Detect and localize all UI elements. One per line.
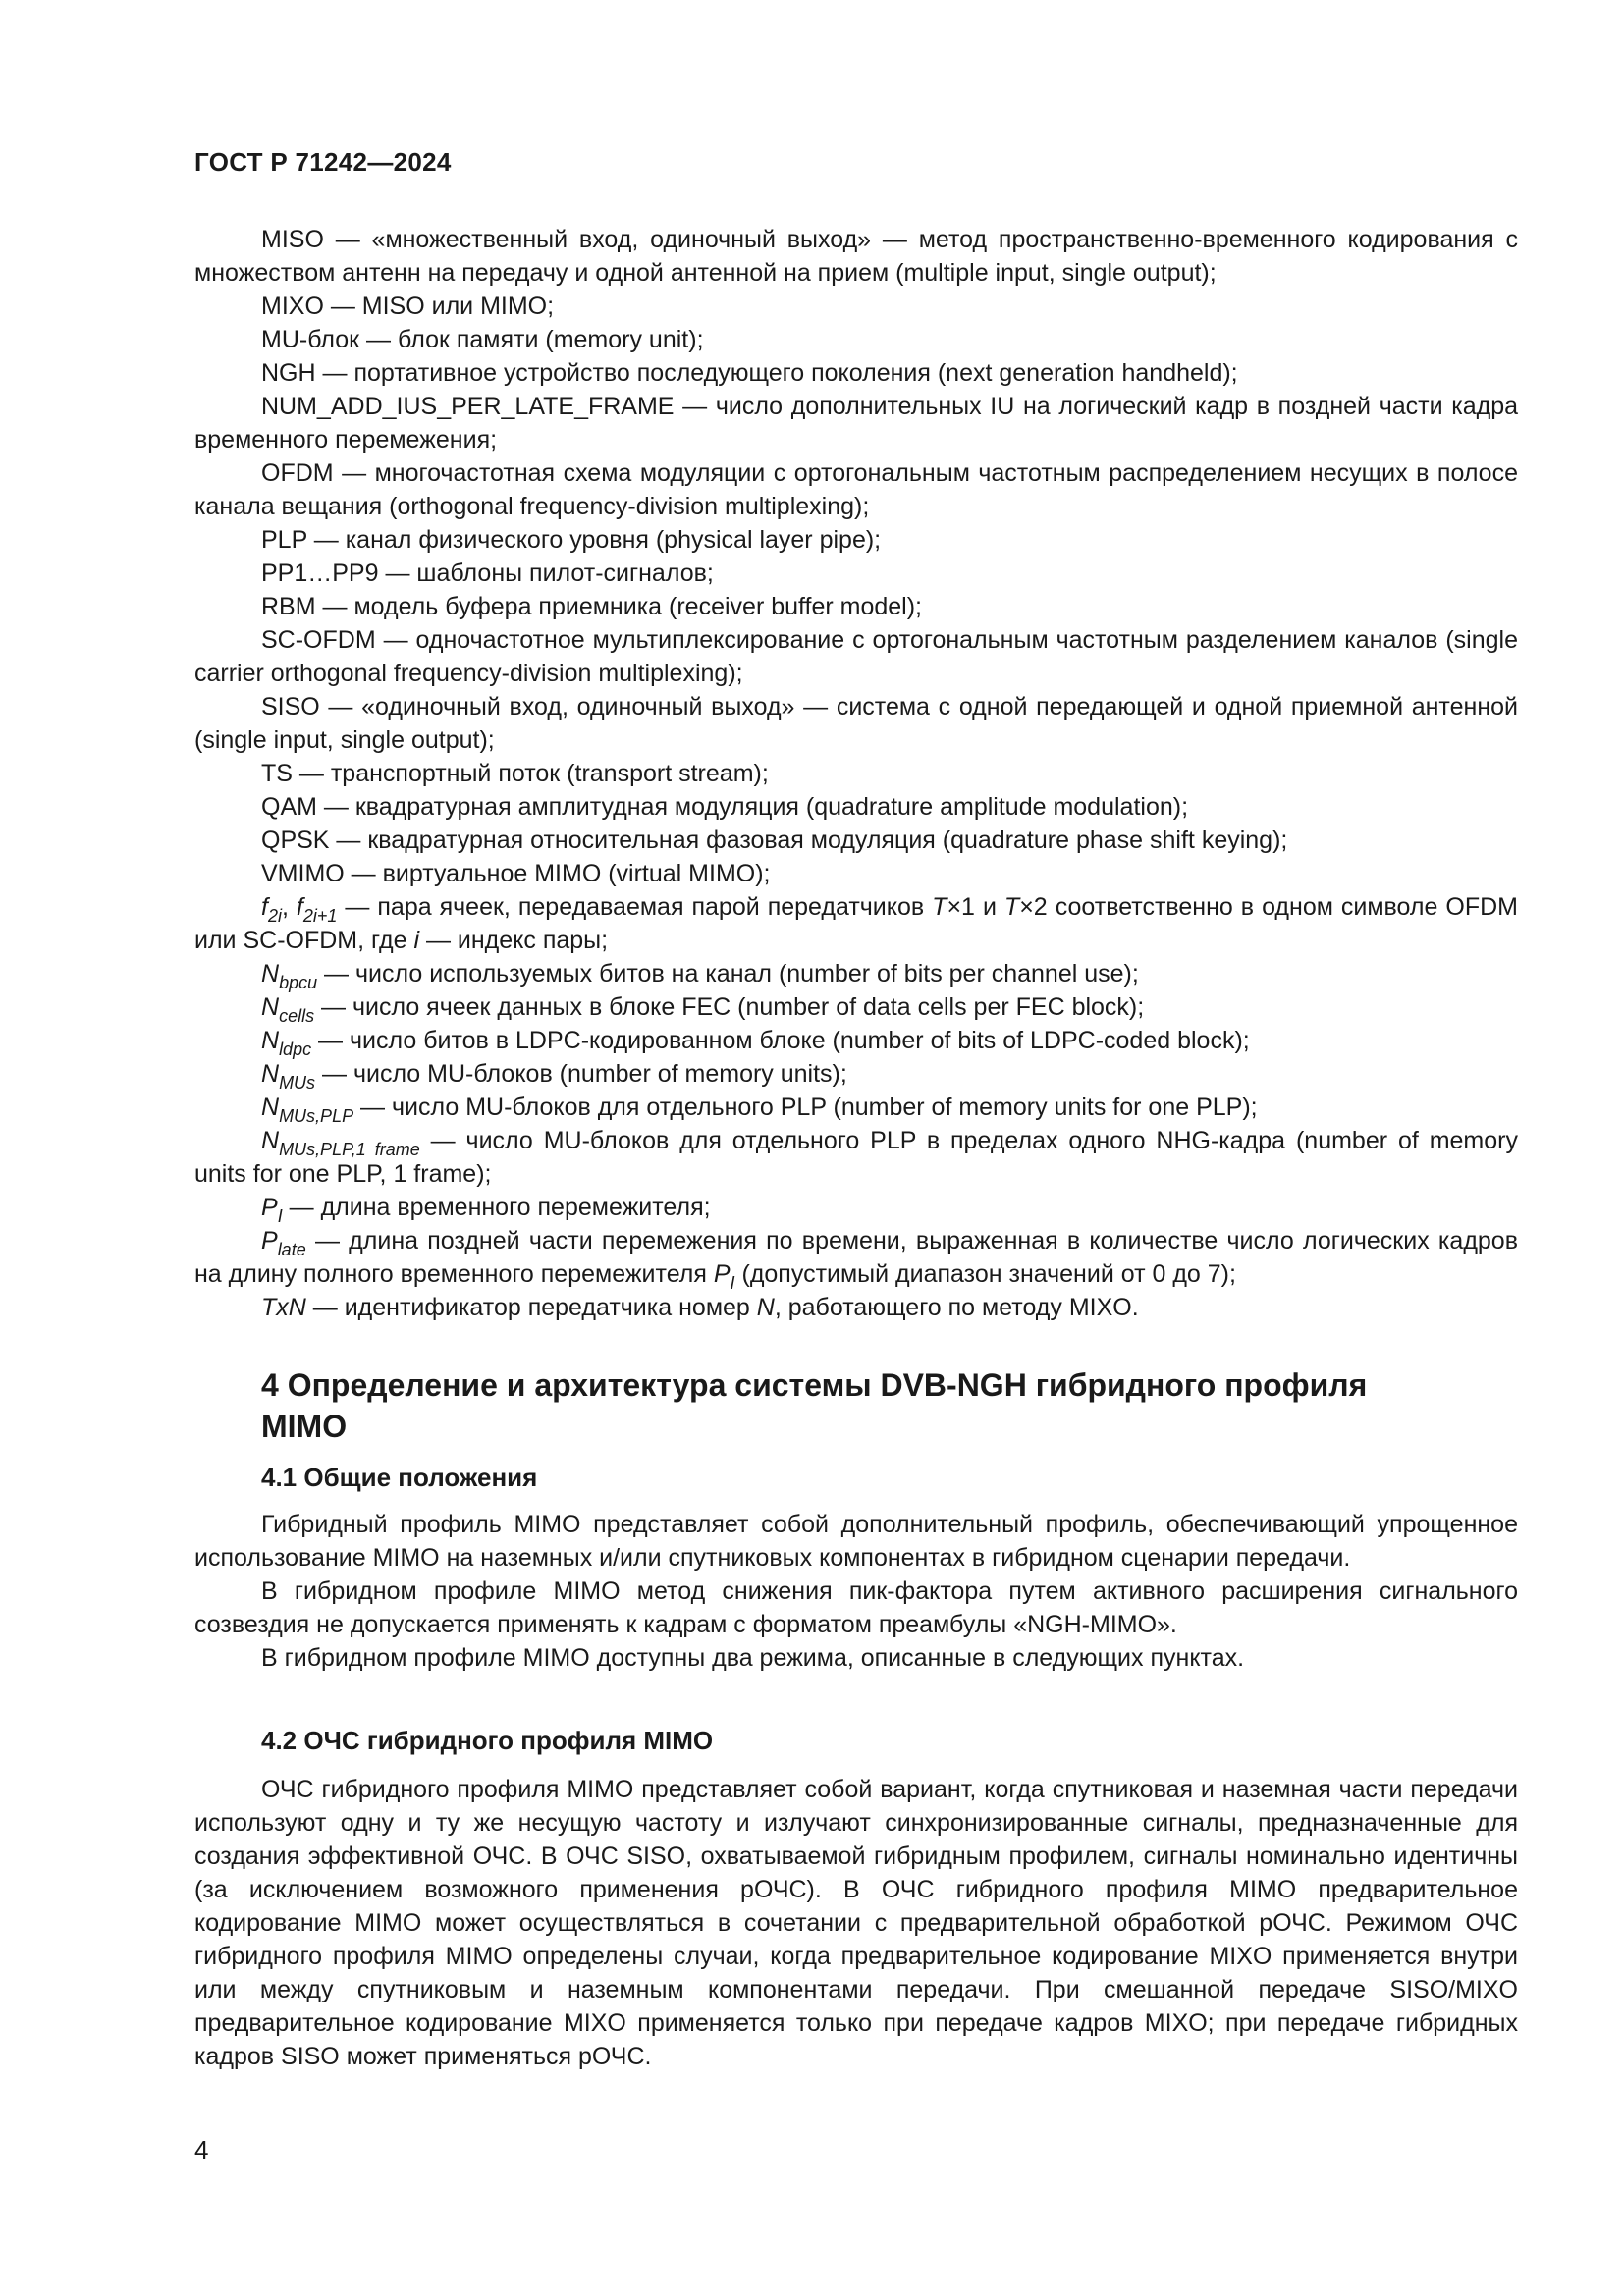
symbol-item-nmusplp1: $N_{MUs,PLP,1 frame}$ — число MU-блоков для отдельного PLP в пределах одного NHG-кадра (number of memory units for one PLP, 1 frame); — [194, 1127, 1518, 1188]
symbol-item-nbpcu: $N_{bpcu}$ — число используемых битов на канал (number of bits per channel use); — [261, 960, 1139, 992]
abbr-item: QAM — квадратурная амплитудная модуляция (quadrature amplitude modulation); — [261, 793, 1189, 821]
abbr-item: SC-OFDM — одночастотное мультиплексирование с ортогональным частотным разделением каналов (single carrier orthogonal frequency-division multiplexing); — [194, 626, 1518, 687]
subsection-4-2-body — [194, 1773, 1518, 2073]
abbr-item: PP1…PP9 — шаблоны пилот-сигналов; — [261, 560, 714, 587]
abbr-item: PLP — канал физического уровня (physical layer pipe); — [261, 526, 882, 554]
symbol-item-nmus: $N_{MUs}$ — число MU-блоков (number of memory units); — [261, 1060, 847, 1093]
abbr-item: SISO — «одиночный вход, одиночный выход» — система с одной передающей и одной приемной антенной (single input, single output); — [194, 693, 1518, 754]
abbr-item: RBM — модель буфера приемника (receiver buffer model); — [261, 593, 922, 620]
paragraph: В гибридном профиле MIMO доступны два режима, описанные в следующих пунктах. — [261, 1644, 1245, 1672]
section-4-title: 4 Определение и архитектура системы DVB-NGH гибридного профиля MIMO — [261, 1367, 1368, 1444]
subsection-4-1-body — [194, 1508, 1518, 1675]
symbol-item-pi: $P_I$ — длина временного перемежителя; — [261, 1194, 711, 1226]
abbr-item: NUM_ADD_IUS_PER_LATE_FRAME — число дополнительных IU на логический кадр в поздней части кадра временного перемежения; — [194, 393, 1518, 454]
symbol-item-f-pair: $f_{2i}$, $f_{2i+1}$ — пара ячеек, передаваемая парой передатчиков T×1 и T×2 соответственно в одном символе OFDM или SC-OFDM, где i — индекс пары; — [194, 893, 1518, 954]
abbr-item: TS — транспортный поток (transport stream); — [261, 760, 769, 787]
document-header: ГОСТ Р 71242—2024 — [194, 147, 452, 177]
paragraph: ОЧС гибридного профиля MIMO представляет собой вариант, когда спутниковая и наземная части передачи используют одну и ту же несущую частоту и излучают синхронизированные сигналы, предназначенные для создания эффективной ОЧС. В ОЧС SISO, охватываемой гибридным профилем, сигналы номинально идентичны (за исключением возможного применения рОЧС). В ОЧС гибридного профиля MIMO предварительное кодирование MIMO может осуществляться в сочетании с предварительной обработкой рОЧС. Режимом ОЧС гибридного профиля MIMO определены случаи, когда предварительное кодирование MIXO применяется внутри или между спутниковым и наземным компонентами передачи. При смешанной передаче SISO/MIXO предварительное кодирование MIXO применяется только при передаче кадров MIXO; при передаче гибридных кадров SISO может применяться рОЧС. — [194, 1776, 1518, 2070]
abbr-item: NGH — портативное устройство последующего поколения (next generation handheld); — [261, 359, 1238, 387]
symbol-item-ncells: $N_{cells}$ — число ячеек данных в блоке FEC (number of data cells per FEC block); — [261, 993, 1145, 1026]
symbol-item-plate: $P_{late}$ — длина поздней части перемежения по времени, выраженная в количестве число логических кадров на длину полного временного перемежителя $P_I$ (допустимый диапазон значений от 0 до 7); — [194, 1227, 1518, 1293]
paragraph: В гибридном профиле MIMO метод снижения пик-фактора путем активного расширения сигнального созвездия не допускается применять к кадрам с форматом преамбулы «NGH-MIMO». — [194, 1577, 1518, 1638]
abbr-item: MU-блок — блок памяти (memory unit); — [261, 326, 704, 353]
abbr-item: MIXO — MISO или MIMO; — [261, 293, 555, 320]
abbr-item: VMIMO — виртуальное MIMO (virtual MIMO); — [261, 860, 771, 887]
symbol-item-nmusplp: $N_{MUs,PLP}$ — число MU-блоков для отдельного PLP (number of memory units for one PLP); — [261, 1094, 1258, 1126]
subsection-4-2-title: 4.2 ОЧС гибридного профиля MIMO — [261, 1726, 714, 1755]
symbol-item-nldpc: $N_{ldpc}$ — число битов в LDPC-кодированном блоке (number of bits of LDPC-coded block); — [261, 1027, 1250, 1059]
abbr-item: MISO — «множественный вход, одиночный выход» — метод пространственно-временного кодирования с множеством антенн на передачу и одной антенной на прием (multiple input, single output); — [194, 226, 1518, 287]
symbol-item-txn: TxN — идентификатор передатчика номер N, работающего по методу MIXO. — [261, 1294, 1139, 1321]
abbr-item: QPSK — квадратурная относительная фазовая модуляция (quadrature phase shift keying); — [261, 827, 1288, 854]
page-number: 4 — [194, 2135, 209, 2164]
paragraph: Гибридный профиль MIMO представляет собой дополнительный профиль, обеспечивающий упрощенное использование MIMO на наземных и/или спутниковых компонентах в гибридном сценарии передачи. — [194, 1511, 1518, 1572]
abbreviations-list — [194, 223, 1518, 1324]
subsection-4-1-title: 4.1 Общие положения — [261, 1463, 538, 1492]
abbr-item: OFDM — многочастотная схема модуляции с ортогональным частотным распределением несущих в полосе канала вещания (orthogonal frequency-division multiplexing); — [194, 459, 1518, 520]
